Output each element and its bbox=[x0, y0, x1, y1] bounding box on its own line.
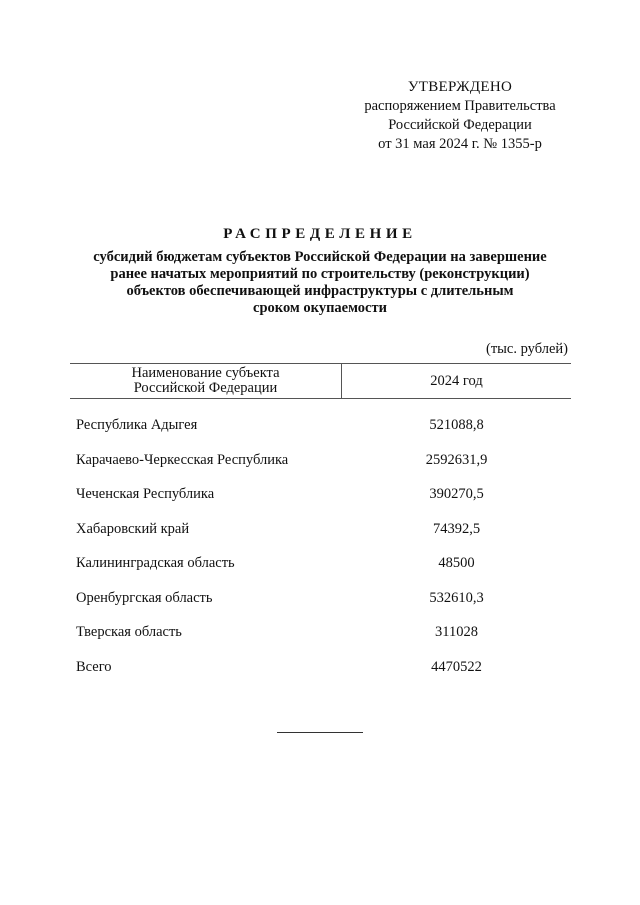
region-name: Республика Адыгея bbox=[76, 417, 198, 433]
subtitle-line: ранее начатых мероприятий по строительству (реконструкции) bbox=[110, 266, 530, 282]
subsidy-value: 532610,3 bbox=[429, 589, 484, 606]
unit-label: (тыс. рублей) bbox=[486, 341, 568, 357]
subsidy-value: 311028 bbox=[435, 624, 478, 640]
subsidy-value: 2592631,9 bbox=[425, 451, 488, 468]
region-name: Оренбургская область bbox=[76, 589, 213, 606]
table-body bbox=[70, 399, 571, 693]
subtitle-line: сроком окупаемости bbox=[253, 300, 387, 316]
total-value: 4470522 bbox=[431, 658, 482, 675]
subtitle-line: объектов обеспечивающей инфраструктуры с длительным bbox=[126, 283, 514, 299]
approval-heading: УТВЕРЖДЕНО bbox=[407, 79, 513, 95]
table-row bbox=[70, 417, 571, 452]
table-header bbox=[70, 363, 571, 399]
approval-line: Российской Федерации bbox=[388, 117, 532, 133]
approval-line: от 31 мая 2024 г. № 1355-р bbox=[378, 136, 542, 152]
table-row bbox=[70, 624, 571, 659]
table-row bbox=[70, 452, 571, 487]
distribution-table bbox=[70, 363, 571, 693]
total-label: Всего bbox=[76, 658, 112, 675]
subsidy-value: 74392,5 bbox=[432, 520, 481, 537]
table-row bbox=[70, 555, 571, 590]
column-header-region-line: Российской Федерации bbox=[133, 380, 278, 396]
document-title: РАСПРЕДЕЛЕНИЕ bbox=[223, 226, 417, 242]
approval-line: распоряжением Правительства bbox=[364, 98, 556, 114]
region-name: Тверская область bbox=[76, 624, 182, 640]
table-row bbox=[70, 486, 571, 521]
column-header-region bbox=[70, 364, 342, 398]
table-row-total bbox=[70, 659, 571, 694]
region-name: Чеченская Республика bbox=[76, 486, 215, 502]
approval-block bbox=[330, 78, 590, 154]
subsidy-value: 521088,8 bbox=[429, 417, 484, 433]
subtitle-line: субсидий бюджетам субъектов Российской Федерации на завершение bbox=[93, 249, 547, 265]
column-header-region-line: Наименование субъекта bbox=[131, 365, 280, 381]
table-row bbox=[70, 521, 571, 556]
region-name: Карачаево-Черкесская Республика bbox=[76, 451, 289, 468]
region-name: Хабаровский край bbox=[76, 520, 190, 537]
column-header-year: 2024 год bbox=[430, 373, 483, 389]
subsidy-value: 390270,5 bbox=[429, 486, 484, 502]
table-row bbox=[70, 590, 571, 625]
region-name: Калининградская область bbox=[76, 555, 235, 571]
document-subtitle bbox=[60, 249, 580, 317]
end-divider bbox=[277, 732, 363, 733]
subsidy-value: 48500 bbox=[438, 555, 475, 571]
